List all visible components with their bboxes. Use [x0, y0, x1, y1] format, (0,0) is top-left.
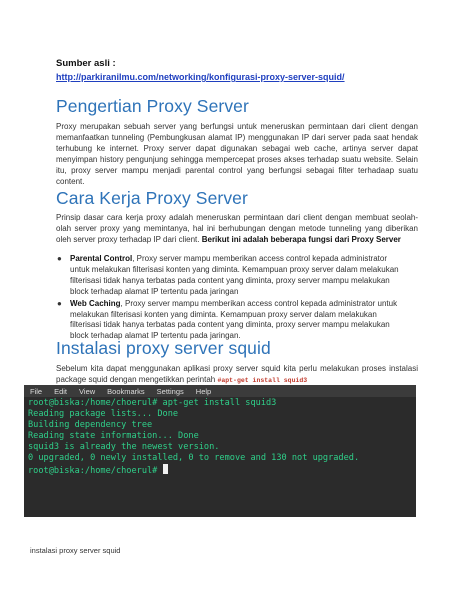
terminal-menu-bar: [24, 385, 416, 397]
source-label: Sumber asli :: [56, 58, 116, 69]
figure-caption: instalasi proxy server squid: [30, 546, 121, 555]
menu-bookmarks[interactable]: Bookmarks: [107, 386, 145, 396]
terminal-prompt: root@biska:/home/choerul#: [28, 466, 163, 476]
menu-edit[interactable]: Edit: [54, 386, 68, 396]
terminal-line: 0 upgraded, 0 newly installed, 0 to remove and 130 not upgraded.: [28, 453, 360, 463]
list-item-term: Parental Control: [70, 254, 133, 263]
paragraph-instalasi: [56, 364, 418, 387]
function-list: [57, 254, 400, 343]
terminal-line: root@biska:/home/choerul# apt-get install squid3: [28, 398, 277, 408]
heading-cara-kerja: Cara Kerja Proxy Server: [56, 188, 248, 208]
source-link[interactable]: http://parkiranilmu.com/networking/konfigurasi-proxy-server-squid/: [56, 72, 345, 82]
menu-help[interactable]: Help: [195, 386, 212, 396]
terminal-line: Building dependency tree: [28, 420, 153, 430]
terminal-window: [24, 385, 416, 517]
menu-settings[interactable]: Settings: [156, 386, 184, 396]
bullet-icon: ●: [57, 254, 62, 263]
paragraph-pengertian: Proxy merupakan sebuah server yang berfungsi untuk meneruskan permintaan dari client dengan memanfaatkan tunneling (Pembungkusan alamat IP) menggunakan IP dari server pada saat hendak terhubung ke internet. Proxy server dapat digunakan sebagai web cache, artinya server dapat menyimpan history pengunjung sehingga mempercepat proses akses terhadap suatu website. Selain itu, proxy server mampu menjadi parental control yang berfungsi sebagai filter terhadaap suatu content.: [56, 122, 418, 186]
paragraph-cara-kerja-text: Prinsip dasar cara kerja proxy adalah meneruskan permintaan dari client dengan membuat seolah-olah server proxy yang memintanya, hal ini berhubungan dengan metode tunneling yang diberikan oleh server proxy terhadap IP dari client.: [56, 213, 418, 244]
paragraph-cara-kerja: [56, 213, 418, 246]
heading-pengertian: Pengertian Proxy Server: [56, 96, 249, 116]
terminal-line: Reading package lists... Done: [28, 409, 179, 419]
heading-instalasi: Instalasi proxy server squid: [56, 338, 271, 358]
command-text: #apt-get install squid3: [217, 376, 308, 384]
list-item: [57, 254, 400, 298]
cursor-icon: [163, 464, 168, 474]
terminal-line: squid3 is already the newest version.: [28, 442, 220, 452]
paragraph-cara-kerja-bold: Berikut ini adalah beberapa fungsi dari Proxy Server: [201, 234, 401, 244]
terminal-output[interactable]: [24, 397, 416, 478]
bullet-icon: ●: [57, 298, 62, 308]
list-item-text: , Proxy server mampu memberikan access control kepada administrator untuk melakukan filterisasi konten yang diminta. Kemampuan proxy server dalam melakukan filterisasi tidak hanya terbatas pada content yang diminta, proxy server mampu melakukan block terhadap alamat IP tertentu pada jaringan: [70, 254, 399, 296]
terminal-line: Reading state information... Done: [28, 431, 199, 441]
menu-file[interactable]: File: [30, 386, 43, 396]
list-item-term: Web Caching: [70, 298, 121, 308]
paragraph-instalasi-text: Sebelum kita dapat menggunakan aplikasi proxy server squid kita perlu melakukan proses instalasi package squid dengan mengetikkan perintah: [56, 364, 418, 384]
list-item-text: , Proxy server mampu memberikan access control kepada administrator untuk melakukan filterisasi konten yang diminta. Kemampuan proxy server dalam melakukan filterisasi tidak hanya terbatas pada content yang diminta, proxy server mampu melakukan block terhadap alamat IP tertentu pada jaringan.: [70, 298, 398, 341]
list-item: [57, 298, 400, 343]
terminal-prompt-line: [28, 464, 412, 477]
menu-view[interactable]: View: [79, 386, 96, 396]
